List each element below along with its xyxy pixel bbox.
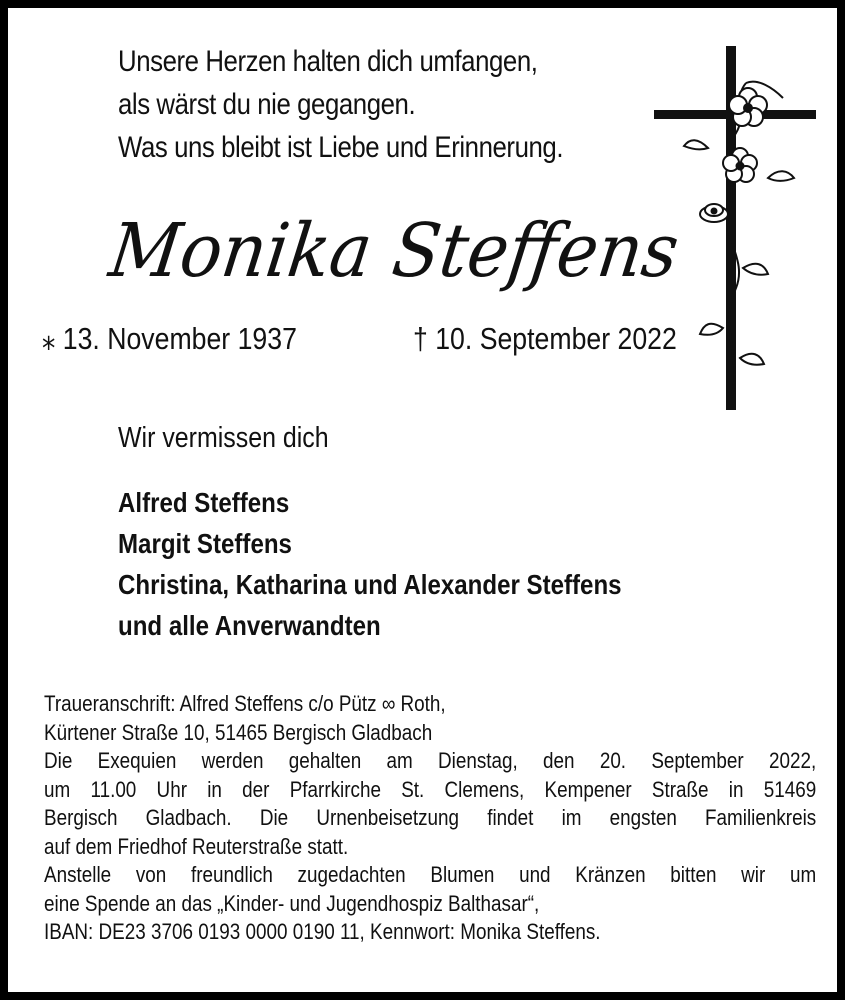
verse: [118, 40, 563, 169]
death-date: † 10. September 2022: [413, 321, 677, 356]
info-line: Die Exequien werden gehalten am Dienstag, den 20. September 2022,: [44, 748, 817, 773]
mourners-list: [118, 482, 622, 646]
info-line: um 11.00 Uhr in der Pfarrkirche St. Clemens, Kempener Straße in 51469: [44, 776, 817, 802]
mourner: Margit Steffens: [118, 528, 292, 559]
info-line: Traueranschrift: Alfred Steffens c/o Pütz ∞ Roth,: [44, 691, 446, 716]
info-line: Bergisch Gladbach. Die Urnenbeisetzung findet im engsten Familienkreis: [44, 805, 817, 830]
missing-text: Wir vermissen dich: [118, 422, 329, 454]
mourner: Alfred Steffens: [118, 487, 290, 518]
info-line: Anstelle von freundlich zugedachten Blumen und Kränzen bitten wir um: [44, 862, 817, 887]
info-line: eine Spende an das „Kinder- und Jugendhospiz Balthasar“,: [44, 890, 540, 916]
verse-line: Was uns bleibt ist Liebe und Erinnerung.: [118, 131, 564, 164]
mourner: Christina, Katharina und Alexander Steffens: [118, 569, 622, 600]
info-line: auf dem Friedhof Reuterstraße statt.: [44, 833, 349, 859]
info-line: IBAN: DE23 3706 0193 0000 0190 11, Kennwort: Monika Steffens.: [44, 919, 601, 944]
mourner: und alle Anverwandten: [118, 610, 381, 641]
info-line: Kürtener Straße 10, 51465 Bergisch Gladbach: [44, 719, 433, 745]
birth-date: ⁎ 13. November 1937: [42, 321, 297, 356]
service-info: [44, 690, 816, 947]
verse-line: als wärst du nie gegangen.: [118, 88, 416, 121]
deceased-name: Monika Steffens: [104, 208, 684, 294]
verse-line: Unsere Herzen halten dich umfangen,: [118, 45, 538, 78]
